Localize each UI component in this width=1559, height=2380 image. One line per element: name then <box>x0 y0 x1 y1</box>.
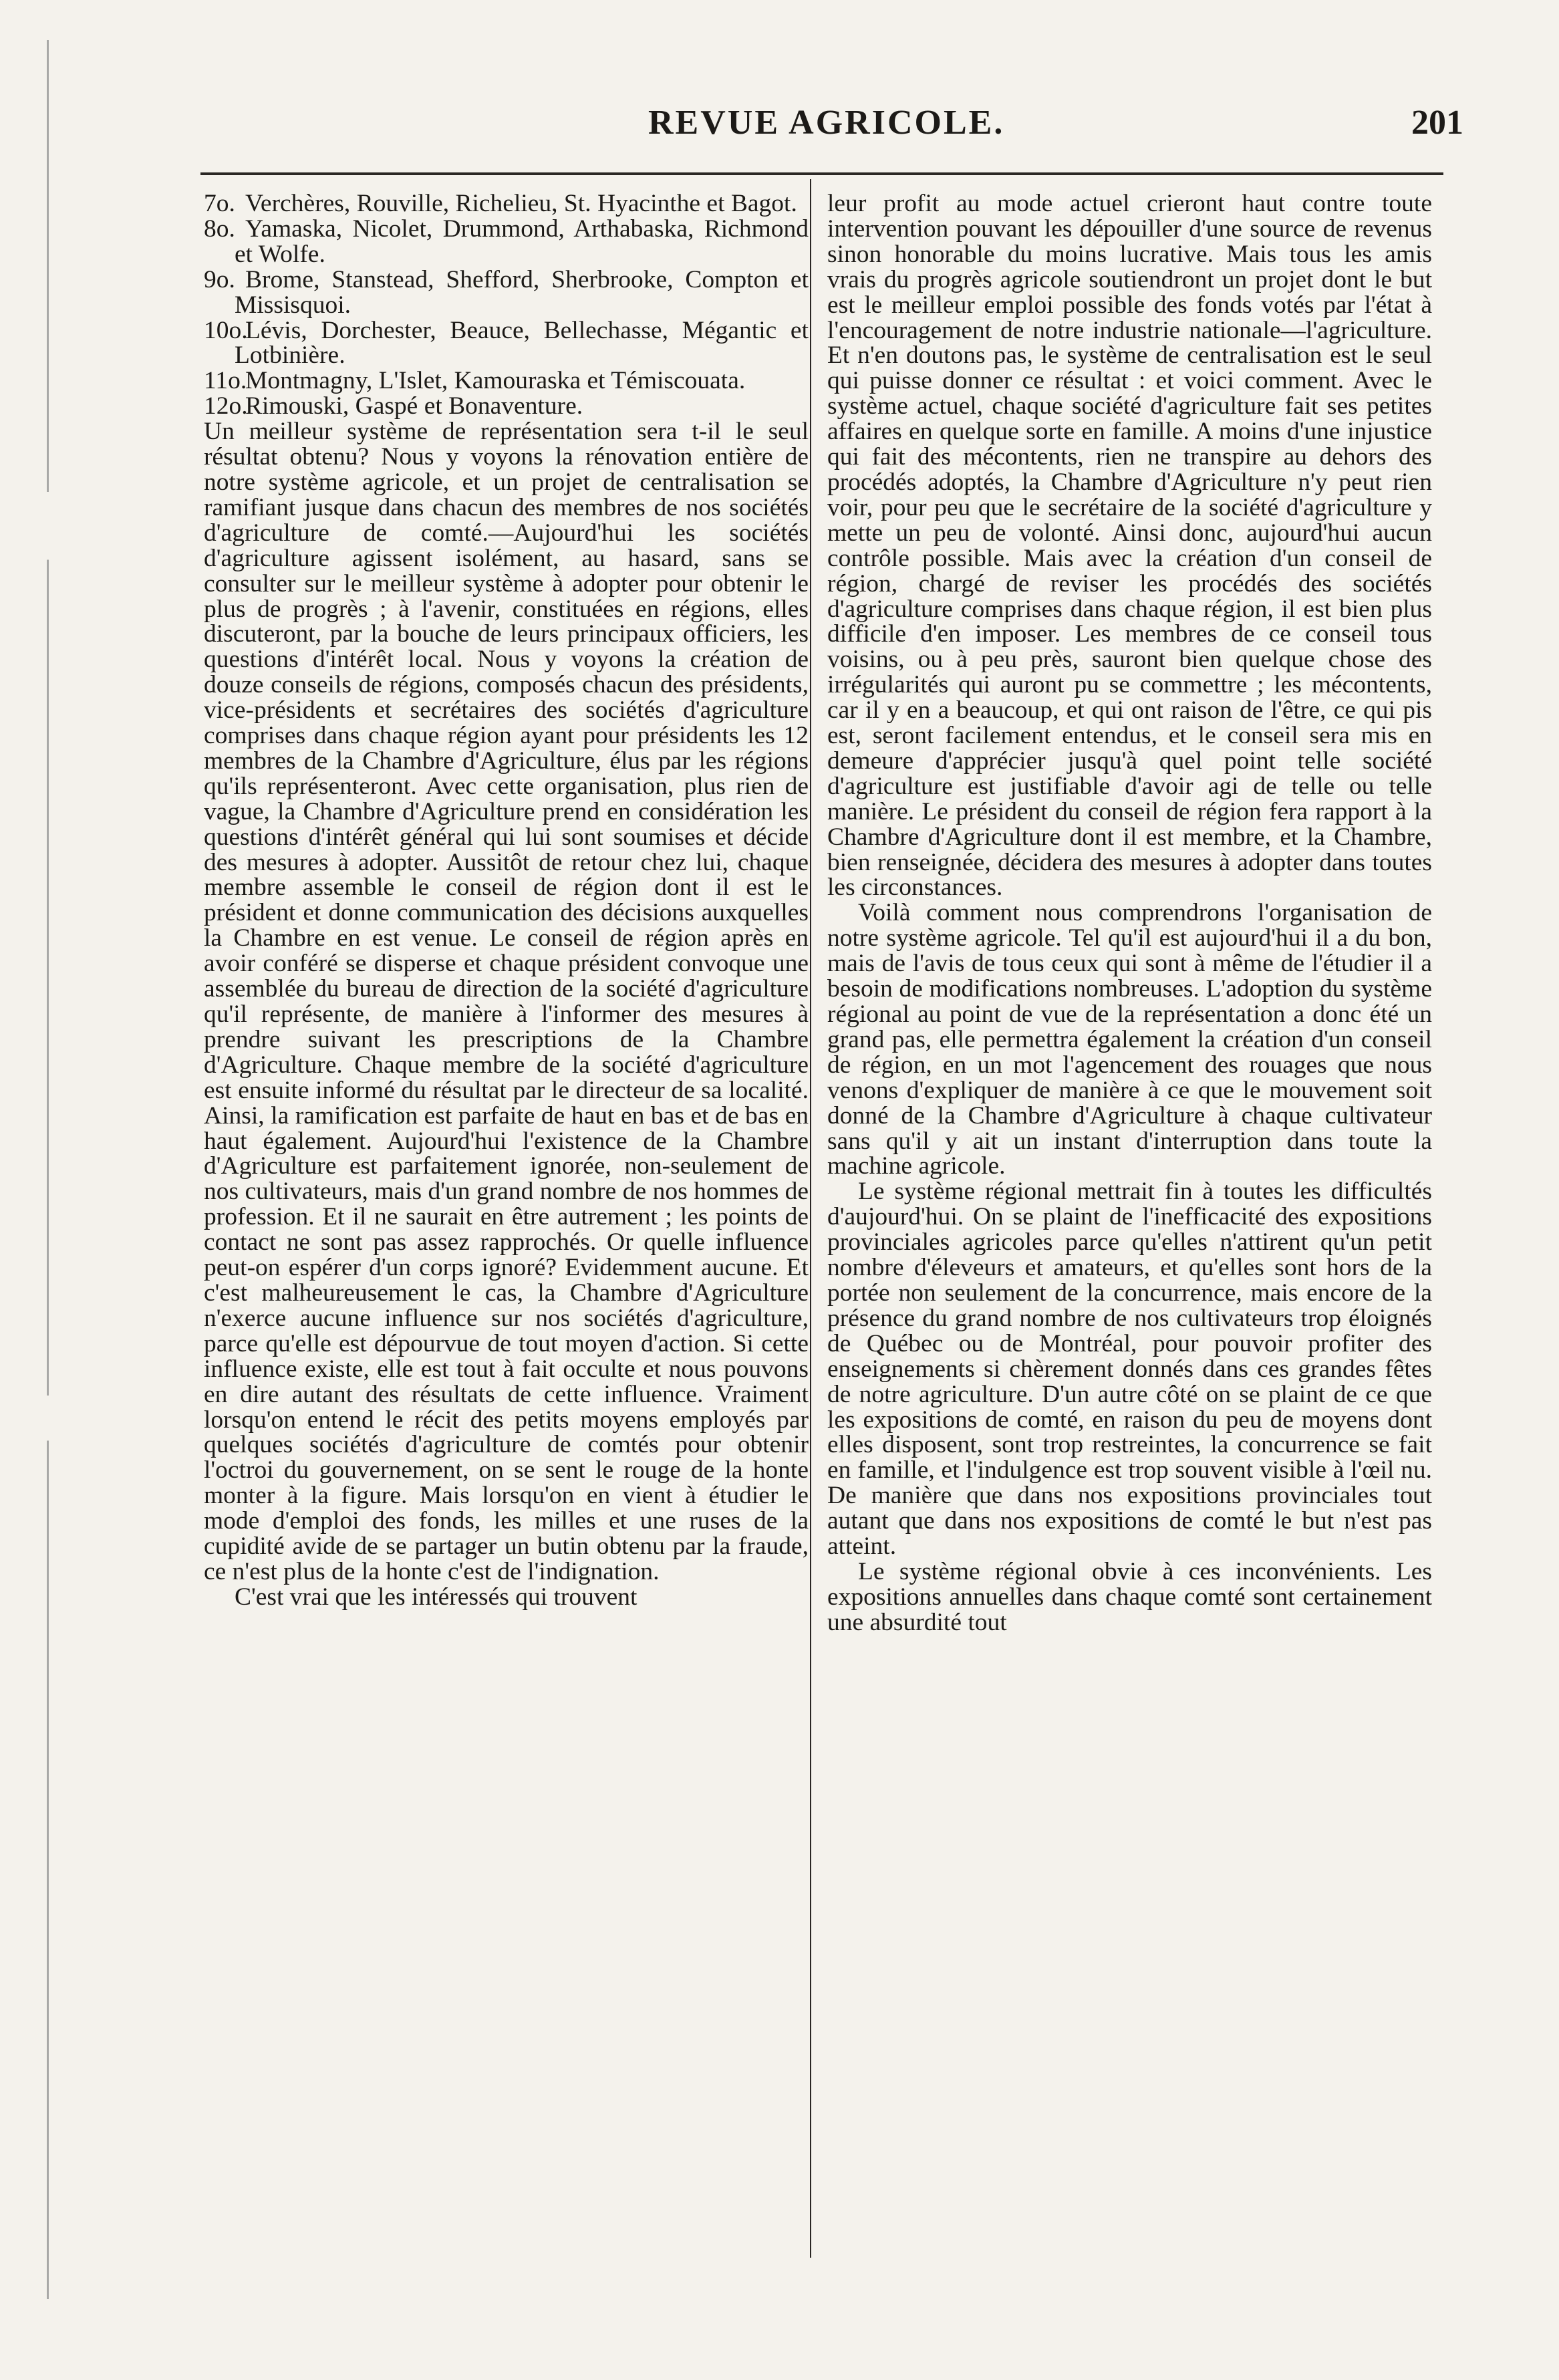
paragraph: Le système régional obvie à ces inconvénients. Les expositions annuelles dans chaque comté sont certainement une absurdité tout <box>827 1557 1432 1636</box>
left-column <box>204 191 809 2263</box>
list-text: Montmagny, L'Islet, Kamouraska et Témiscouata. <box>245 367 746 395</box>
list-item <box>204 267 809 318</box>
binding-edge <box>47 40 49 2299</box>
list-item <box>204 191 809 217</box>
paragraph: Voilà comment nous comprendrons l'organisation de notre système agricole. Tel qu'il est aujourd'hui il a du bon, mais de l'avis de tous ceux qui sont à même de l'étudier il a besoin de modifications nombreuses. L'adoption du système régional au point de vue de la représentation a donc été un grand pas, elle permettra également la création d'un conseil de région, en un mot l'agencement des rouages que nous venons d'expliquer de manière à ce que le mouvement soit donné de la Chambre d'Agriculture à chaque cultivateur sans qu'il y ait un instant d'interruption dans toute la machine agricole. <box>827 899 1432 1180</box>
list-number: 8o. <box>204 215 235 243</box>
list-item <box>204 217 809 267</box>
right-column <box>827 191 1432 2263</box>
paragraph: Un meilleur système de représentation sera t-il le seul résultat obtenu? Nous y voyons la rénovation entière de notre système agricole, et un projet de centralisation se ramifiant jusque dans chacun des membres de nos sociétés d'agriculture de comté.—Aujourd'hui les sociétés d'agriculture agissent isolément, au hasard, sans se consulter sur le meilleur système à adopter pour obtenir le plus de progrès ; à l'avenir, constituées en régions, elles discuteront, par la bouche de leurs principaux officiers, les questions d'intérêt local. Nous y voyons la création de douze conseils de régions, composés chacun des présidents, vice-présidents et secrétaires des sociétés d'agriculture comprises dans chaque région ayant pour présidents les 12 membres de la Chambre d'Agriculture, élus par les régions qu'ils représenteront. Avec cette organisation, plus rien de vague, la Chambre d'Agriculture prend en considération les questions d'intérêt général qui lui sont soumises et décide des mesures à adopter. Aussitôt de retour chez lui, chaque membre assemble le conseil de région dont il est le président et donne communication des décisions auxquelles la Chambre en est venue. Le conseil de région après en avoir conféré se disperse et chaque président convoque une assemblée du bureau de direction de la société d'agriculture qu'il représente, de manière à l'informer des mesures à prendre suivant les prescriptions de la Chambre d'Agriculture. Chaque membre de la société d'agriculture est ensuite informé du résultat par le directeur de sa localité. Ainsi, la ramification est parfaite de haut en bas et de bas en haut également. Aujourd'hui l'existence de la Chambre d'Agriculture est parfaitement ignorée, non-seulement de nos cultivateurs, mais d'un grand nombre de nos hommes de profession. Et il ne saurait en être autrement ; les points de contact ne sont pas assez rapprochés. Or quelle influence peut-on espérer d'un corps ignoré? Evidemment aucune. Et c'est malheureusement le cas, la Chambre d'Agriculture n'exerce aucune influence sur nos sociétés d'agriculture, parce qu'elle est dépourvue de tout moyen d'action. Si cette influence existe, elle est tout à fait occulte et nous pouvons en dire autant des résultats de cette influence. Vraiment lorsqu'on entend le récit des petits moyens employés par quelques sociétés d'agriculture de comtés pour obtenir l'octroi du gouvernement, on se sent le rouge de la honte monter à la figure. Mais lorsqu'on en vient à étudier le mode d'emploi des fonds, les milles et une ruses de la cupidité avide de se partager un butin obtenu par la fraude, ce n'est plus de la honte c'est de l'indignation. <box>204 418 809 1585</box>
list-item <box>204 394 809 419</box>
list-text: Lévis, Dorchester, Beauce, Bellechasse, Mégantic et Lotbinière. <box>235 316 809 370</box>
paragraph: C'est vrai que les intéressés qui trouvent <box>235 1583 637 1611</box>
column-divider <box>810 179 811 2258</box>
list-item <box>204 318 809 369</box>
list-text: Yamaska, Nicolet, Drummond, Arthabaska, Richmond et Wolfe. <box>235 215 809 268</box>
list-text: Rimouski, Gaspé et Bonaventure. <box>245 392 583 420</box>
paragraph: leur profit au mode actuel crieront haut contre toute intervention pouvant les dépouiller d'une source de revenus sinon honorable du moins lucrative. Mais tous les amis vrais du progrès agricole soutiendront un projet dont le but est le meilleur emploi possible des fonds votés par l'état à l'encouragement de notre industrie nationale—l'agriculture. Et n'en doutons pas, le système de centralisation est le seul qui puisse donner ce résultat : et voici comment. Avec le système actuel, chaque société d'agriculture fait ses petites affaires en quelque sorte en famille. A moins d'une injustice qui fait des mécontents, rien ne transpire au dehors des procédés adoptés, la Chambre d'Agriculture n'y peut rien voir, pour peu que le secrétaire de la société d'agriculture y mette un peu de volonté. Ainsi donc, aujourd'hui aucun contrôle possible. Mais avec la création d'un conseil de région, chargé de reviser les procédés des sociétés d'agriculture comprises dans chaque région, il est bien plus difficile d'en imposer. Les membres de ce conseil tous voisins, ou à peu près, sauront bien quelque chose des irrégularités qui auront pu se commettre ; les mécontents, car il y en a beaucoup, et qui ont raison de l'être, ce qui pis est, seront facilement entendus, et le conseil sera mis en demeure d'apprécier jusqu'à quel point telle société d'agriculture est justifiable d'avoir agi de telle ou telle manière. Le président du conseil de région fera rapport à la Chambre d'Agriculture dont il est membre, et la Chambre, bien renseignée, décidera des mesures à adopter dans toutes les circonstances. <box>827 191 1432 902</box>
list-number: 9o. <box>204 265 235 293</box>
list-number: 10o. <box>204 316 248 344</box>
region-list <box>204 191 809 419</box>
page-header <box>227 99 1463 146</box>
page-number: 201 <box>1411 104 1463 142</box>
header-rule <box>200 172 1443 175</box>
list-number: 7o. <box>204 191 235 217</box>
list-item <box>204 368 809 394</box>
list-text: Verchères, Rouville, Richelieu, St. Hyacinthe et Bagot. <box>245 191 797 217</box>
list-number: 12o. <box>204 392 248 420</box>
list-text: Brome, Stanstead, Shefford, Sherbrooke, Compton et Missisquoi. <box>235 265 809 319</box>
running-head: REVUE AGRICOLE. <box>648 104 1005 142</box>
list-number: 11o. <box>204 367 247 395</box>
paragraph: Le système régional mettrait fin à toutes les difficultés d'aujourd'hui. On se plaint de l'inefficacité des expositions provinciales agricoles parce qu'elles n'attirent qu'un petit nombre d'éleveurs et amateurs, et qu'elles sont hors de la portée non seulement de la concurrence, mais encore de la présence du grand nombre de nos cultivateurs trop éloignés de Québec ou de Montréal, pour pouvoir profiter des enseignements si chèrement donnés dans ces grandes fêtes de notre agriculture. D'un autre côté on se plaint de ce que les expositions de comté, en raison du peu de moyens dont elles disposent, sont trop restreintes, la concurrence se fait en famille, et l'indulgence est trop souvent visible à l'œil nu. De manière que dans nos expositions provinciales tout autant que dans nos expositions de comté le but n'est pas atteint. <box>827 1178 1432 1561</box>
